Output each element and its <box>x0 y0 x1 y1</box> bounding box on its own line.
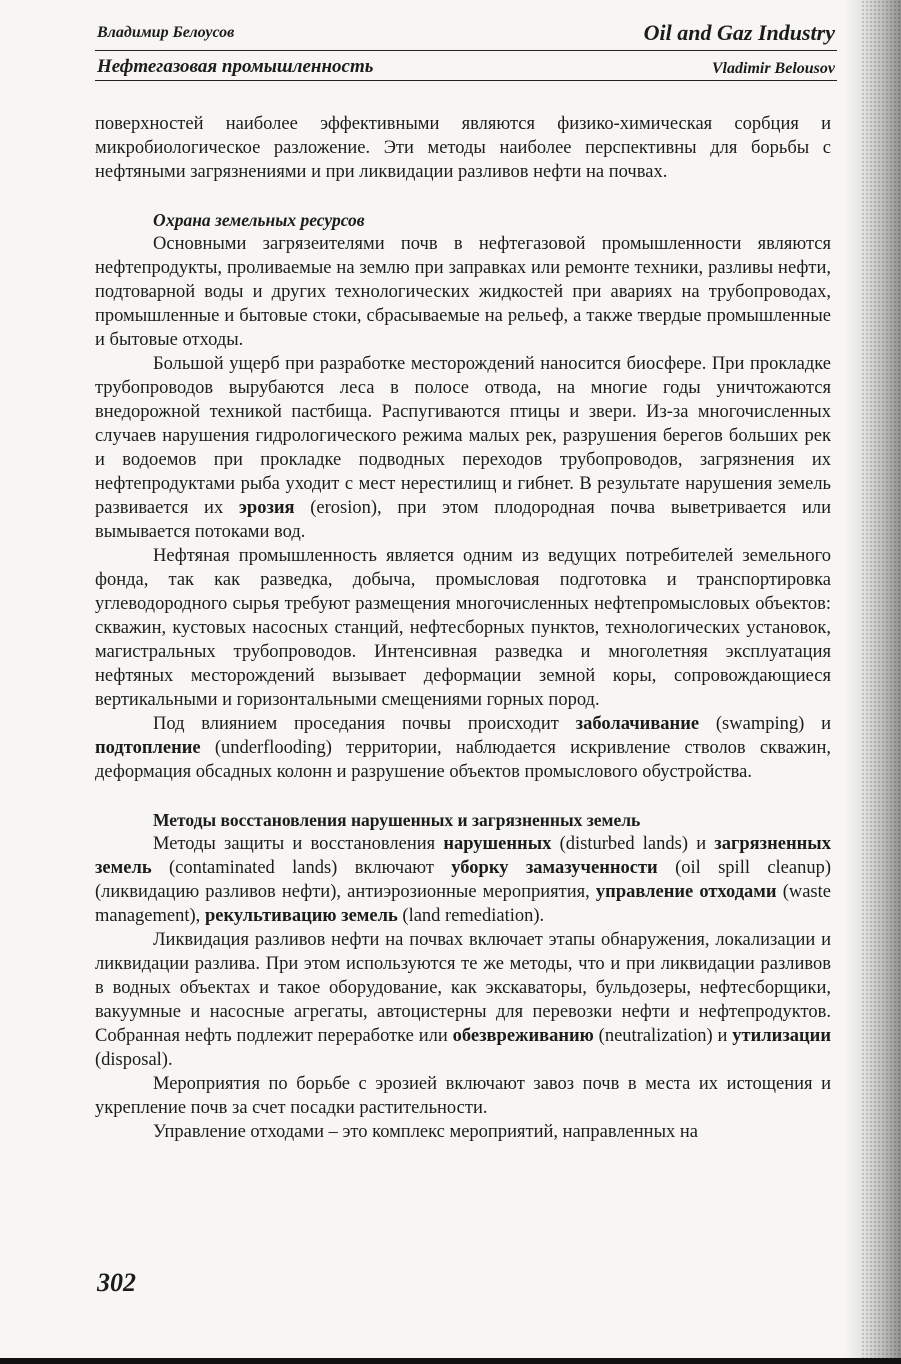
paragraph-waste-management: Управление отходами – это комплекс мероприятий, направленных на <box>153 1122 699 1142</box>
paragraph-spill-liquidation: Ликвидация разливов нефти на почвах включает этапы обнаружения, локализации и ликвидации разлива. При этом используются те же методы, что и при ликвидации разливов в водных объектах и такое оборудование, как экскаваторы, бульдозеры, нефтесборщики, вакуумные и насосные агрегаты, автоцистерны для перевозки нефти и нефтепродуктов. Собранная нефть подлежит переработке или обезвреживанию (neutralization) и утилизации (disposal). <box>95 930 831 1070</box>
scan-bottom-edge <box>0 1358 901 1364</box>
paragraph-protection-methods: Методы защиты и восстановления нарушенных (disturbed lands) и загрязненных земель (contaminated lands) включают уборку замазученности (oil spill cleanup) (ликвидацию разливов нефти), антиэрозионные мероприятия, управление отходами (waste management), рекультивацию земель (land remediation). <box>95 834 831 926</box>
paragraph-land-fund: Нефтяная промышленность является одним из ведущих потребителей земельного фонда, так как разведка, добыча, промысловая подготовка и транспортировка углеводородного сырья требуют размещения многочисленных нефтепромысловых объектов: скважин, кустовых насосных станций, нефтесборных пунктов, технологических установок, магистральных трубопроводов. Интенсивная разведка и многолетняя эксплуатация нефтяных месторождений вызывает деформации земной коры, сопровождающиеся вертикальными и горизонтальными смещениями горных пород. <box>95 546 831 710</box>
page-number: 302 <box>97 1268 136 1297</box>
paragraph-pollutants: Основными загрязеителями почв в нефтегазовой промышленности являются нефтепродукты, проливаемые на землю при заправках или ремонте техники, разливы нефти, подтоварной воды и других технологических жидкостей при авариях на трубопроводах, промышленные и бытовые стоки, сбрасываемые на рельеф, а также твердые промышленные и бытовые отходы. <box>95 234 831 350</box>
header-rule-bottom <box>95 80 837 81</box>
header-author-ru: Владимир Белоусов <box>97 24 235 41</box>
header-rule-top <box>95 50 837 51</box>
term-underflooding: подтопление <box>95 738 201 758</box>
paragraph-biosphere-damage: Большой ущерб при разработке месторождений наносится биосфере. При прокладке трубопроводов вырубаются леса в полосе отвода, на многие годы уничтожаются внедорожной техникой пастбища. Распугиваются птицы и звери. Из-за многочисленных случаев нарушения гидрологического режима малых рек, разрушения берегов больших рек и водоемов при прокладке подводных переходов трубопроводов, загрязнения их нефтепродуктами рыба уходит с мест нерестилищ и гибнет. В результате нарушения земель развивается их эрозия (erosion), при этом плодородная почва выветривается или вымывается потоками вод. <box>95 354 831 542</box>
paragraph-erosion-measures: Мероприятия по борьбе с эрозией включают завоз почв в места их истощения и укрепление почв за счет посадки растительности. <box>95 1074 831 1118</box>
paragraph-intro: поверхностей наиболее эффективными являются физико-химическая сорбция и микробиологическое разложение. Эти методы наиболее перспективны для борьбы с нефтяными загрязнениями и при ликвидации разливов нефти на почвах. <box>95 114 831 182</box>
header-author-en: Vladimir Belousov <box>711 60 835 77</box>
term-erosion: эрозия <box>238 498 295 518</box>
body-text <box>95 112 831 1144</box>
term-swamping: заболачивание <box>575 714 700 734</box>
header-journal-ru: Нефтегазовая промышленность <box>97 56 374 77</box>
section-heading-land-protection: Охрана земельных ресурсов <box>153 210 365 230</box>
section-heading-restoration-methods: Методы восстановления нарушенных и загрязненных земель <box>153 810 641 830</box>
paragraph-subsidence: Под влиянием проседания почвы происходит заболачивание (swamping) и подтопление (underflooding) территории, наблюдается искривление стволов скважин, деформация обсадных колонн и разрушение объектов промыслового обустройства. <box>95 714 831 782</box>
page-binding-texture <box>861 0 901 1364</box>
header-journal-en: Oil and Gaz Industry <box>643 20 835 45</box>
